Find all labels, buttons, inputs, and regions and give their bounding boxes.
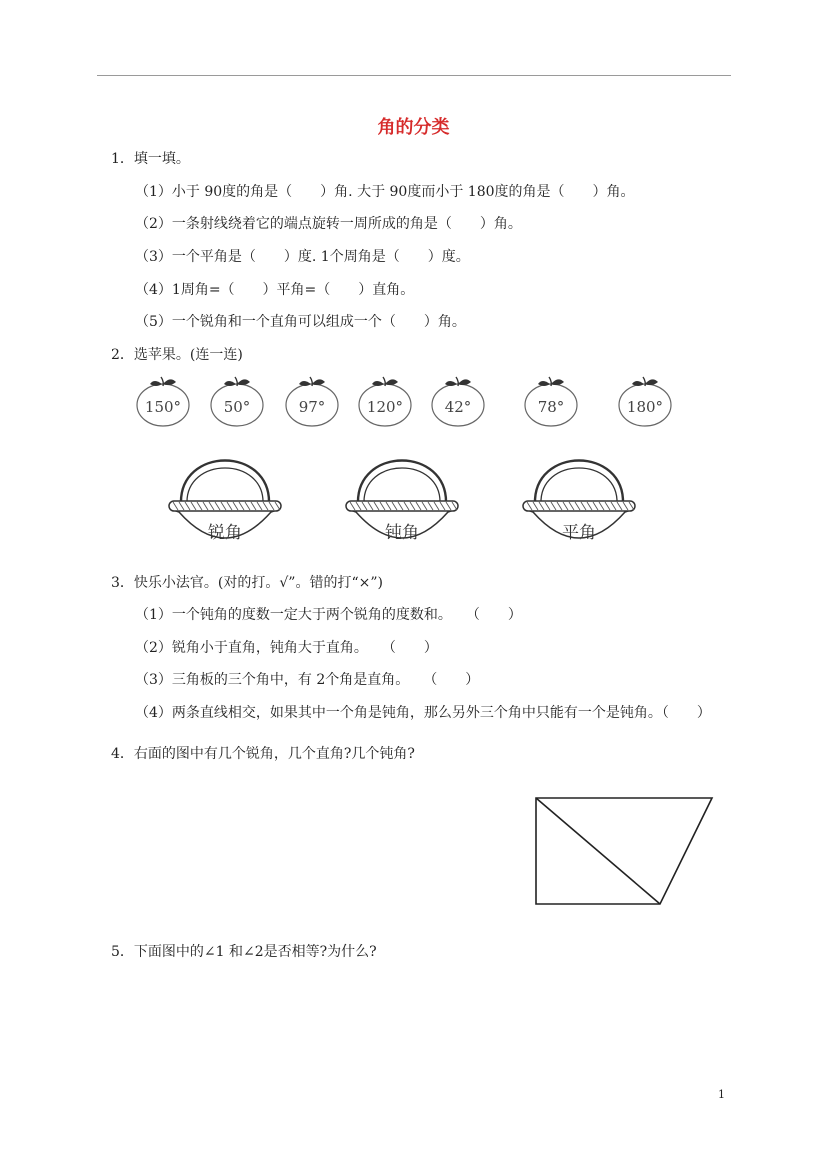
apple-label: 97° xyxy=(298,398,326,416)
apple xyxy=(211,377,263,426)
apple-label: 50° xyxy=(223,398,251,416)
apples-row xyxy=(135,374,695,428)
header-rule xyxy=(97,75,731,76)
baskets-row xyxy=(165,452,655,562)
q2-heading: 2．选苹果。(连一连) xyxy=(111,347,243,363)
q3-item-2: （2）锐角小于直角，钝角大于直角。 （ ） xyxy=(135,640,438,656)
apple-label: 42° xyxy=(444,398,472,416)
q1-heading: 1．填一填。 xyxy=(111,151,190,167)
basket xyxy=(523,461,635,544)
apple-label: 180° xyxy=(626,398,664,416)
basket-label: 锐角 xyxy=(208,523,242,543)
apple xyxy=(137,377,189,426)
q3-item-3: （3）三角板的三个角中，有 2个角是直角。 （ ） xyxy=(135,672,480,688)
q1-item-5: （5）一个锐角和一个直角可以组成一个（ ）角。 xyxy=(135,314,466,330)
apple xyxy=(359,377,411,426)
apple-label: 120° xyxy=(366,398,404,416)
apple xyxy=(432,377,484,426)
q3-item-4: （4）两条直线相交，如果其中一个角是钝角，那么另外三个角中只能有一个是钝角。（ ） xyxy=(135,705,711,721)
basket-label: 钝角 xyxy=(385,523,419,543)
apple xyxy=(619,377,671,426)
q3-heading: 3．快乐小法官。(对的打。√”。错的打“×”) xyxy=(111,575,383,591)
q3-item-1: （1）一个钝角的度数一定大于两个锐角的度数和。 （ ） xyxy=(135,607,522,623)
basket-label: 平角 xyxy=(562,523,596,543)
apple-label: 78° xyxy=(537,398,565,416)
q1-item-4: （4）1周角=（ ）平角=（ ）直角。 xyxy=(135,282,415,298)
apple xyxy=(525,377,577,426)
apple xyxy=(286,377,338,426)
apple-label: 150° xyxy=(144,398,182,416)
q1-item-3: （3）一个平角是（ ）度. 1个周角是（ ）度。 xyxy=(135,249,470,265)
basket xyxy=(169,461,281,544)
q4-heading: 4．右面的图中有几个锐角，几个直角?几个钝角? xyxy=(111,746,415,762)
page-number: 1 xyxy=(718,1088,725,1101)
q1-item-1: （1）小于 90度的角是（ ）角. 大于 90度而小于 180度的角是（ ）角。 xyxy=(135,184,635,200)
q4-figure xyxy=(528,794,720,908)
basket xyxy=(346,461,458,544)
q1-item-2: （2）一条射线绕着它的端点旋转一周所成的角是（ ）角。 xyxy=(135,216,522,232)
q5-heading: 5．下面图中的∠1 和∠2是否相等?为什么? xyxy=(111,944,377,960)
page-title: 角的分类 xyxy=(377,117,450,138)
